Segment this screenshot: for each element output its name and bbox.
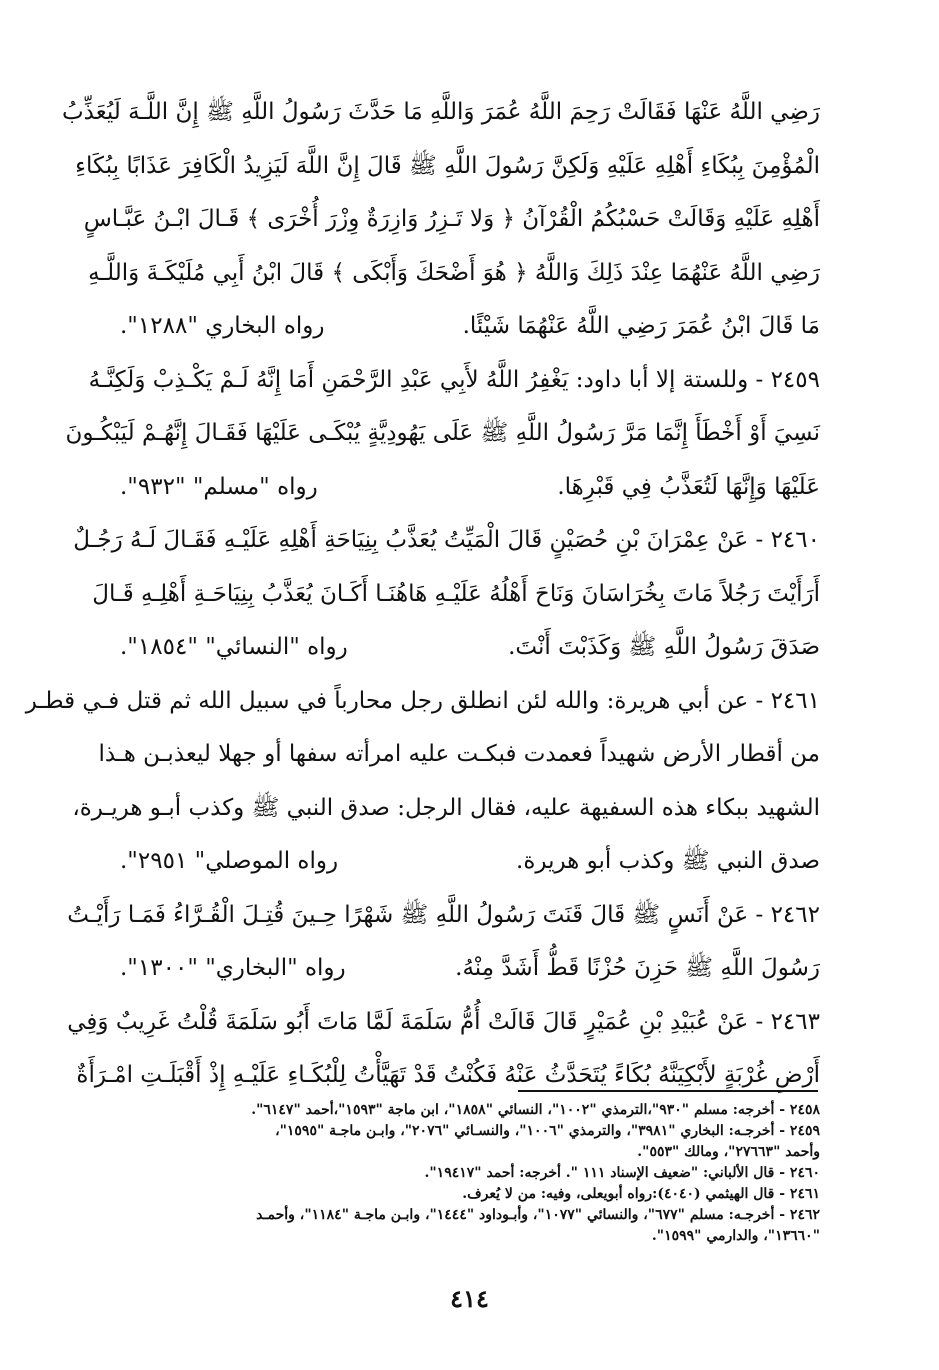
- text-line: نَسِيَ أَوْ أَخْطَأَ إِنَّمَا مَرَّ رَسُولُ اللَّهِ ﷺ عَلَى يَهُودِيَّةٍ يُبْكَـى عَلَيْهَا فَقَـالَ إِنَّهُـمْ لَيَبْكُـونَ: [65, 420, 820, 446]
- text-line: أَرْضِ غُرْبَةٍ لأَبْكِيَنَّهُ بُكَاءً يُتَحَدَّثُ عَنْهُ فَكُنْتُ قَدْ تَهَيَّأْتُ لِلْبُكَـاءِ عَلَيْـهِ إِذْ أَقْبَلَـتِ امْـرَأَةٌ: [76, 1062, 820, 1088]
- text-line: رَضِي اللَّهُ عَنْهَا فَقَالَتْ رَحِمَ اللَّهُ عُمَرَ وَاللَّهِ مَا حَدَّثَ رَسُولُ اللَّهِ ﷺ إِنَّ اللَّـهَ لَيُعَذِّبُ: [62, 99, 820, 125]
- hadith-reference: رواه "البخاري" "١٣٠٠".: [120, 955, 346, 981]
- footnote: ٢٤٥٨ - أخرجه: مسلم "٩٣٠"،الترمذي "١٠٠٢"، النسائي "١٨٥٨"، ابن ماجة "١٥٩٣"،أحمد "٦١٤٧".: [251, 1102, 820, 1118]
- footnote: "١٣٦٦٠"، والدارمي "١٥٩٩".: [651, 1228, 820, 1244]
- text-line: ٢٤٦٣ - عَنْ عُبَيْدِ بْنِ عُمَيْرٍ قَالَ قَالَتْ أُمُّ سَلَمَةَ لَمَّا مَاتَ أَبُو سَلَمَةَ قُلْتُ غَرِيبٌ وَفِي: [67, 1008, 820, 1035]
- footnote: ٢٤٦١ - قال الهيثمي (٤٠٤٠):رواه أبويعلى، وفيه: من لا يُعرف.: [462, 1186, 820, 1202]
- text-line: أَرَأَيْتَ رَجُلاً مَاتَ بِخُرَاسَانَ وَنَاحَ أَهْلُهُ عَلَيْـهِ هَاهُنَـا أَكَـانَ يُعَذَّبُ بِنِيَاحَـةِ أَهْلِـهِ قَـالَ: [92, 580, 820, 607]
- hadith-text-end: مَا قَالَ ابْنُ عُمَرَ رَضِي اللَّهُ عَنْهُمَا شَيْئًا.: [462, 313, 820, 339]
- text-line: ٢٤٥٩ - وللستة إلا أبا داود: يَغْفِرُ اللَّهُ لأَبِي عَبْدِ الرَّحْمَنِ أَمَا إِنَّهُ لَـمْ يَكْـذِبْ وَلَكِنَّـهُ: [88, 366, 820, 393]
- hadith-text-end: صَدَقَ رَسُولُ اللَّهِ ﷺ وَكَذَبْتَ أَنْتَ.: [508, 634, 820, 660]
- text-line-with-reference: [120, 621, 820, 675]
- text-line-with-reference: [120, 461, 820, 515]
- hadith-text-end: رَسُولَ اللَّهِ ﷺ حَزِنَ حُزْنًا قَطُّ أَشَدَّ مِنْهُ.: [455, 955, 820, 981]
- footnote: ٢٤٦٠ - قال الألباني: "ضعيف الإسناد ١١١ ". أخرجه: أحمد "١٩٤١٧".: [424, 1165, 820, 1181]
- text-line: رَضِي اللَّهُ عَنْهُمَا عِنْدَ ذَلِكَ وَاللَّهُ ﴿ هُوَ أَضْحَكَ وَأَبْكَى ﴾ قَالَ ابْنُ أَبِي مُلَيْكَـةَ وَاللَّـهِ: [88, 259, 820, 286]
- footnote-divider: [518, 1090, 818, 1092]
- footnote: وأحمد "٢٧٦٦٣"، ومالك "٥٥٣".: [637, 1144, 820, 1160]
- text-line: ٢٤٦٢ - عَنْ أَنَسٍ ﷺ قَالَ قَنَتَ رَسُولُ اللَّهِ ﷺ شَهْرًا حِـينَ قُتِـلَ الْقُـرَّاءُ فَمَـا رَأَيْـتُ: [67, 901, 820, 928]
- text-line: ٢٤٦١ - عن أبي هريرة: والله لئن انطلق رجل محارباً في سبيل الله ثم قتل فـي قطـر: [25, 687, 820, 714]
- hadith-reference: رواه البخاري "١٢٨٨".: [120, 313, 325, 339]
- text-line: ٢٤٦٠ - عَنْ عِمْرَانَ بْنِ حُصَيْنٍ قَالَ الْمَيِّتُ يُعَذَّبُ بِنِيَاحَةِ أَهْلِهِ عَلَيْـهِ فَقَـالَ لَـهُ رَجُـلٌ: [73, 527, 820, 553]
- hadith-reference: رواه "النسائي" "١٨٥٤".: [120, 634, 348, 660]
- hadith-reference: رواه "مسلم" "٩٣٢".: [120, 473, 318, 500]
- footnotes: [120, 1100, 820, 1247]
- page-number: ٤١٤: [450, 1284, 489, 1313]
- text-line-with-reference: [120, 835, 820, 889]
- hadith-text-end: عَلَيْهَا وَإِنَّهَا لَتُعَذَّبُ فِي قَبْرِهَا.: [557, 473, 820, 500]
- text-line: من أقطار الأرض شهيداً فعمدت فبكـت عليه امرأته سفها أو جهلا ليعذبـن هـذا: [98, 741, 820, 767]
- hadith-text-end: صدق النبي ﷺ وكذب أبو هريرة.: [516, 848, 820, 874]
- main-text: [25, 86, 820, 1103]
- text-line-with-reference: [120, 942, 820, 996]
- text-line: الْمُؤْمِنَ بِبُكَاءِ أَهْلِهِ عَلَيْهِ وَلَكِنَّ رَسُولَ اللَّهِ ﷺ قَالَ إِنَّ اللَّهَ لَيَزِيدُ الْكَافِرَ عَذَابًا بِبُكَاءِ: [75, 152, 820, 179]
- text-line: الشهيد ببكاء هذه السفيهة عليه، فقال الرجل: صدق النبي ﷺ وكذب أبـو هريـرة،: [72, 794, 820, 821]
- text-line-with-reference: [120, 300, 820, 354]
- text-line: أَهْلِهِ عَلَيْهِ وَقَالَتْ حَسْبُكُمُ الْقُرْآنُ ﴿ وَلا تَـزِرُ وَازِرَةٌ وِزْرَ أُخْرَى ﴾ قَـالَ ابْـنُ عَبَّـاسٍ: [83, 206, 820, 232]
- hadith-reference: رواه الموصلي" ٢٩٥١".: [120, 848, 339, 874]
- footnote: ٢٤٥٩ - أخرجـه: البخاري "٣٩٨١"، والترمذي "١٠٠٦"، والنسـائي "٢٠٧٦"، وابـن ماجـة "١٥٩٥"،: [275, 1123, 820, 1139]
- footnote: ٢٤٦٢ - أخرجـه: مسلم "٦٧٧"، والنسائي "١٠٧٧"، وأبـوداود "١٤٤٤"، وابـن ماجـة "١١٨٤"، وأحمـد: [256, 1207, 820, 1223]
